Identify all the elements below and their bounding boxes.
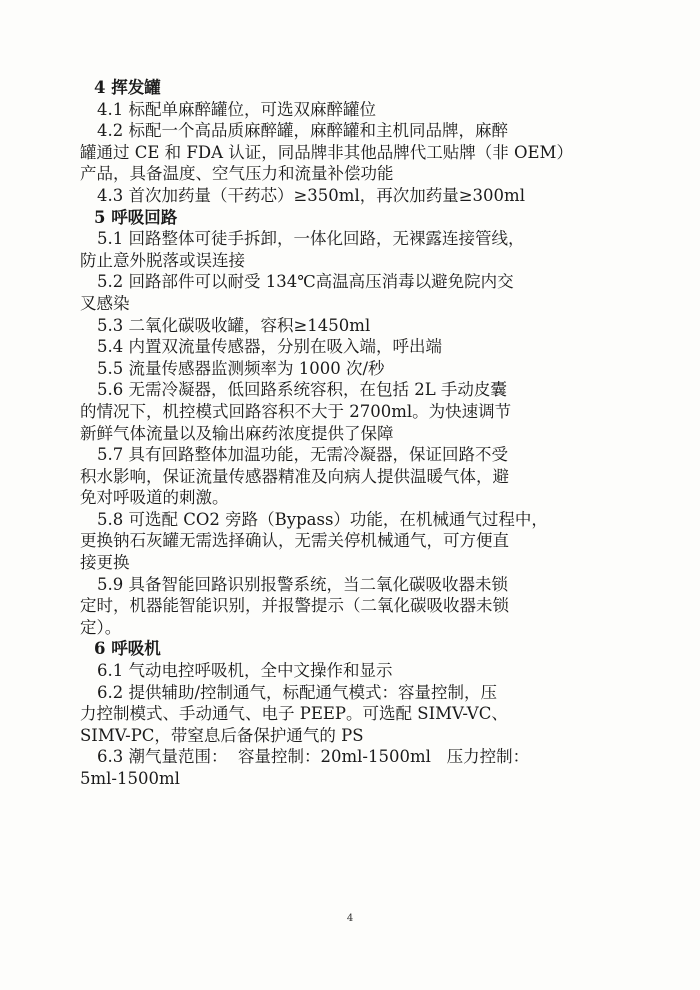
section-heading: 5 呼吸回路 [94,207,178,227]
text-line: 5.3 二氧化碳吸收罐，容积≥1450ml [97,315,371,335]
text-line: 力控制模式、手动通气、电子 PEEP。可选配 SIMV-VC、 [80,704,508,724]
text-line: 5.4 内置双流量传感器，分别在吸入端，呼出端 [97,337,442,357]
text-line: 更换钠石灰罐无需选择确认，无需关停机械通气，可方便直 [80,531,509,551]
document-body [80,77,580,790]
text-line: 接更换 [80,553,130,573]
text-line: 6.2 提供辅助/控制通气，标配通气模式：容量控制，压 [97,682,498,702]
text-line: 5.7 具有回路整体加温功能，无需冷凝器，保证回路不受 [97,445,508,465]
text-line: 防止意外脱落或误连接 [80,250,245,270]
text-line: 6.3 潮气量范围： 容量控制：20ml-1500ml 压力控制： [97,747,530,767]
text-line: 4.3 首次加药量（干药芯）≥350ml，再次加药量≥300ml [97,185,525,205]
text-line: 4.1 标配单麻醉罐位，可选双麻醉罐位 [97,99,376,119]
text-line: 5.5 流量传感器监测频率为 1000 次/秒 [97,358,385,378]
text-line: 5.8 可选配 CO2 旁路（Bypass）功能，在机械通气过程中， [97,509,548,529]
text-line: SIMV-PC，带窒息后备保护通气的 PS [80,725,364,745]
text-line: 免对呼吸道的刺激。 [80,488,229,508]
text-line: 定）。 [80,617,122,637]
text-line: 5.1 回路整体可徒手拆卸，一体化回路，无裸露连接管线， [97,229,525,249]
text-line: 5.6 无需冷凝器，低回路系统容积，在包括 2L 手动皮囊 [97,380,507,400]
text-line: 新鲜气体流量以及输出麻药浓度提供了保障 [80,423,394,443]
text-line: 罐通过 CE 和 FDA 认证，同品牌非其他品牌代工贴牌（非 OEM） [80,142,573,162]
text-line: 5.9 具备智能回路识别报警系统，当二氧化碳吸收器未锁 [97,574,508,594]
text-line: 叉感染 [80,293,130,313]
text-line: 5ml-1500ml [80,769,180,788]
text-line: 积水影响，保证流量传感器精准及向病人提供温暖气体，避 [80,466,509,486]
text-line: 6.1 气动电控呼吸机，全中文操作和显示 [97,661,393,681]
text-line: 的情况下，机控模式回路容积不大于 2700ml。为快速调节 [80,401,512,421]
page-number: 4 [346,913,354,924]
text-line: 5.2 回路部件可以耐受 134℃高温高压消毒以避免院内交 [97,272,514,292]
text-line: 产品，具备温度、空气压力和流量补偿功能 [80,164,394,184]
text-line: 定时，机器能智能识别，并报警提示（二氧化碳吸收器未锁 [80,596,509,616]
section-heading: 4 挥发罐 [94,78,161,97]
section-heading: 6 呼吸机 [94,639,161,659]
text-line: 4.2 标配一个高品质麻醉罐，麻醉罐和主机同品牌，麻醉 [97,121,508,141]
